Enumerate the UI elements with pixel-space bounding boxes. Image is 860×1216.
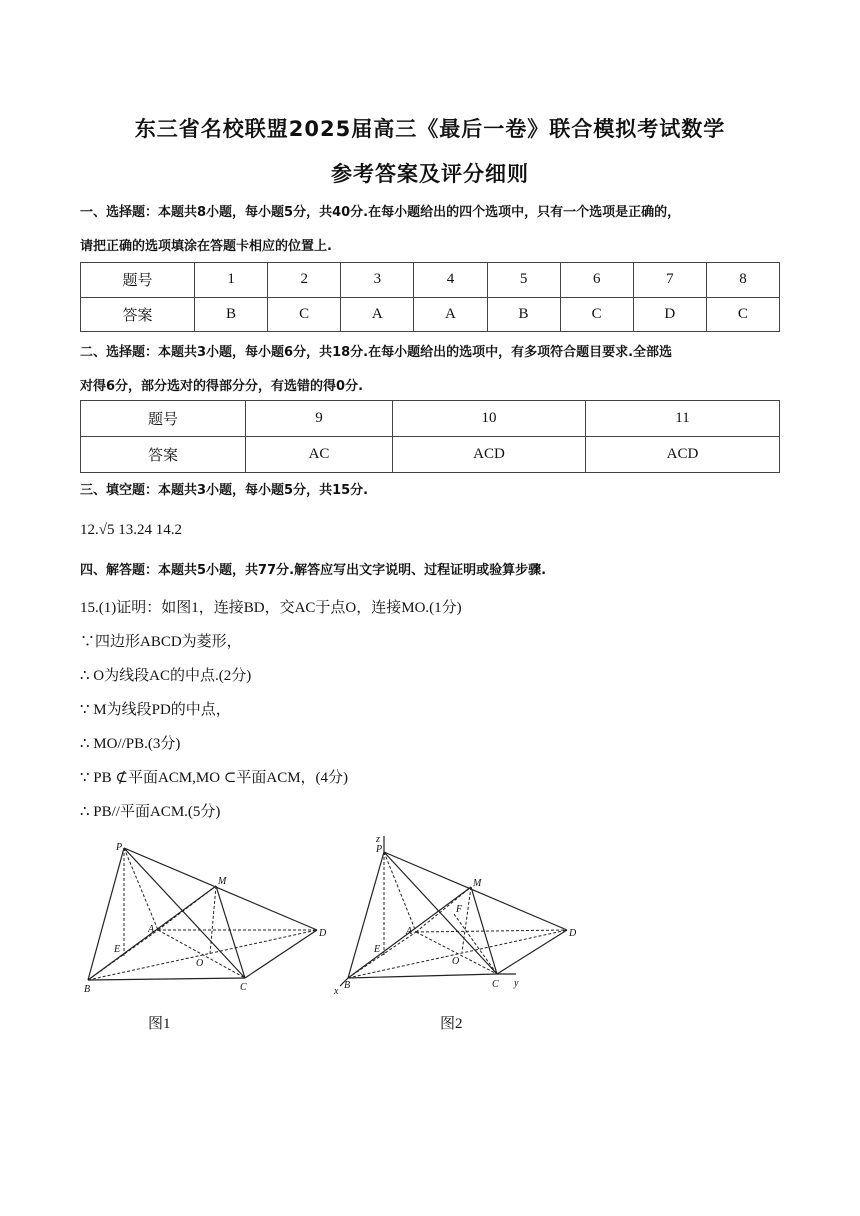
label-D: D xyxy=(569,928,577,939)
answer-table-2 xyxy=(80,400,780,473)
header-label: 题号 xyxy=(81,401,246,437)
label-B: B xyxy=(84,984,91,995)
section1-line2: 请把正确的选项填涂在答题卡相应的位置上. xyxy=(80,239,332,254)
section4-heading: 四、解答题：本题共5小题，共77分.解答应写出文字说明、过程证明或验算步骤. xyxy=(80,563,547,578)
label-O: O xyxy=(452,956,460,967)
label-E: E xyxy=(374,944,381,955)
answer-cell: ACD xyxy=(586,437,780,473)
question-number: 5 xyxy=(487,263,560,298)
label-A: A xyxy=(148,924,155,935)
section2-line2: 对得6分，部分选对的得部分分，有选错的得0分. xyxy=(80,379,364,394)
table-row xyxy=(81,297,780,332)
label-O: O xyxy=(196,958,204,969)
proof-line: 15.(1)证明：如图1，连接BD，交AC于点O，连接MO.(1分) xyxy=(80,600,462,616)
figure-1-caption: 图1 xyxy=(148,1016,171,1032)
proof-line: ∴ MO//PB.(3分) xyxy=(80,736,181,752)
figure-2-pyramid-coordinates xyxy=(330,832,590,998)
answer-cell: C xyxy=(268,297,341,332)
proof-line: ∴ O为线段AC的中点.(2分) xyxy=(80,668,252,684)
question-number: 1 xyxy=(195,263,268,298)
table-row xyxy=(81,437,780,473)
answer-table-1 xyxy=(80,262,780,332)
answer-cell: B xyxy=(195,297,268,332)
label-D: D xyxy=(319,928,327,939)
answer-cell: B xyxy=(487,297,560,332)
proof-line: ∴ PB//平面ACM.(5分) xyxy=(80,804,221,820)
section2-heading xyxy=(80,336,780,404)
question-number: 11 xyxy=(586,401,780,437)
question-number: 6 xyxy=(560,263,633,298)
figure-2-caption: 图2 xyxy=(440,1016,463,1032)
section2-line1: 二、选择题：本题共3小题，每小题6分，共18分.在每小题给出的选项中，有多项符合题目要求.全部选 xyxy=(80,345,673,360)
question-number: 8 xyxy=(706,263,779,298)
question-number: 2 xyxy=(268,263,341,298)
proof-line: ∵四边形ABCD为菱形， xyxy=(80,634,242,650)
fill-in-answers: 12.√5 13.24 14.2 xyxy=(80,522,182,538)
answer-cell: C xyxy=(706,297,779,332)
label-M: M xyxy=(473,878,482,889)
label-C: C xyxy=(240,982,247,993)
question-number: 7 xyxy=(633,263,706,298)
label-y-axis: y xyxy=(514,978,519,989)
question-number: 4 xyxy=(414,263,487,298)
label-F: F xyxy=(456,904,463,915)
page-title: 东三省名校联盟2025届高三《最后一卷》联合模拟考试数学 xyxy=(134,117,726,141)
section1-line1: 一、选择题：本题共8小题，每小题5分，共40分.在每小题给出的四个选项中，只有一个选项是正确的， xyxy=(80,205,681,220)
answer-label: 答案 xyxy=(81,297,195,332)
label-C: C xyxy=(492,979,499,990)
answer-label: 答案 xyxy=(81,437,246,473)
answer-cell: AC xyxy=(246,437,393,473)
label-A: A xyxy=(406,926,413,937)
section3-heading: 三、填空题：本题共3小题，每小题5分，共15分. xyxy=(80,483,369,498)
table-row xyxy=(81,263,780,298)
answer-cell: D xyxy=(633,297,706,332)
question-number: 9 xyxy=(246,401,393,437)
answer-cell: ACD xyxy=(393,437,586,473)
figure-1-pyramid xyxy=(80,838,340,998)
header-label: 题号 xyxy=(81,263,195,298)
answer-cell: C xyxy=(560,297,633,332)
label-P: P xyxy=(376,844,383,855)
label-M: M xyxy=(218,876,227,887)
page-subtitle: 参考答案及评分细则 xyxy=(331,162,529,186)
answer-cell: A xyxy=(414,297,487,332)
label-E: E xyxy=(114,944,121,955)
proof-line: ∵ PB ⊄平面ACM,MO ⊂平面ACM，(4分) xyxy=(80,770,349,786)
proof-line: ∵ M为线段PD的中点， xyxy=(80,702,231,718)
table-row xyxy=(81,401,780,437)
question-number: 10 xyxy=(393,401,586,437)
label-z-axis: z xyxy=(376,834,380,845)
answer-cell: A xyxy=(341,297,414,332)
question-number: 3 xyxy=(341,263,414,298)
label-P: P xyxy=(116,842,123,853)
label-x-axis: x xyxy=(334,986,339,997)
label-B: B xyxy=(344,980,351,991)
section1-heading xyxy=(80,196,780,264)
